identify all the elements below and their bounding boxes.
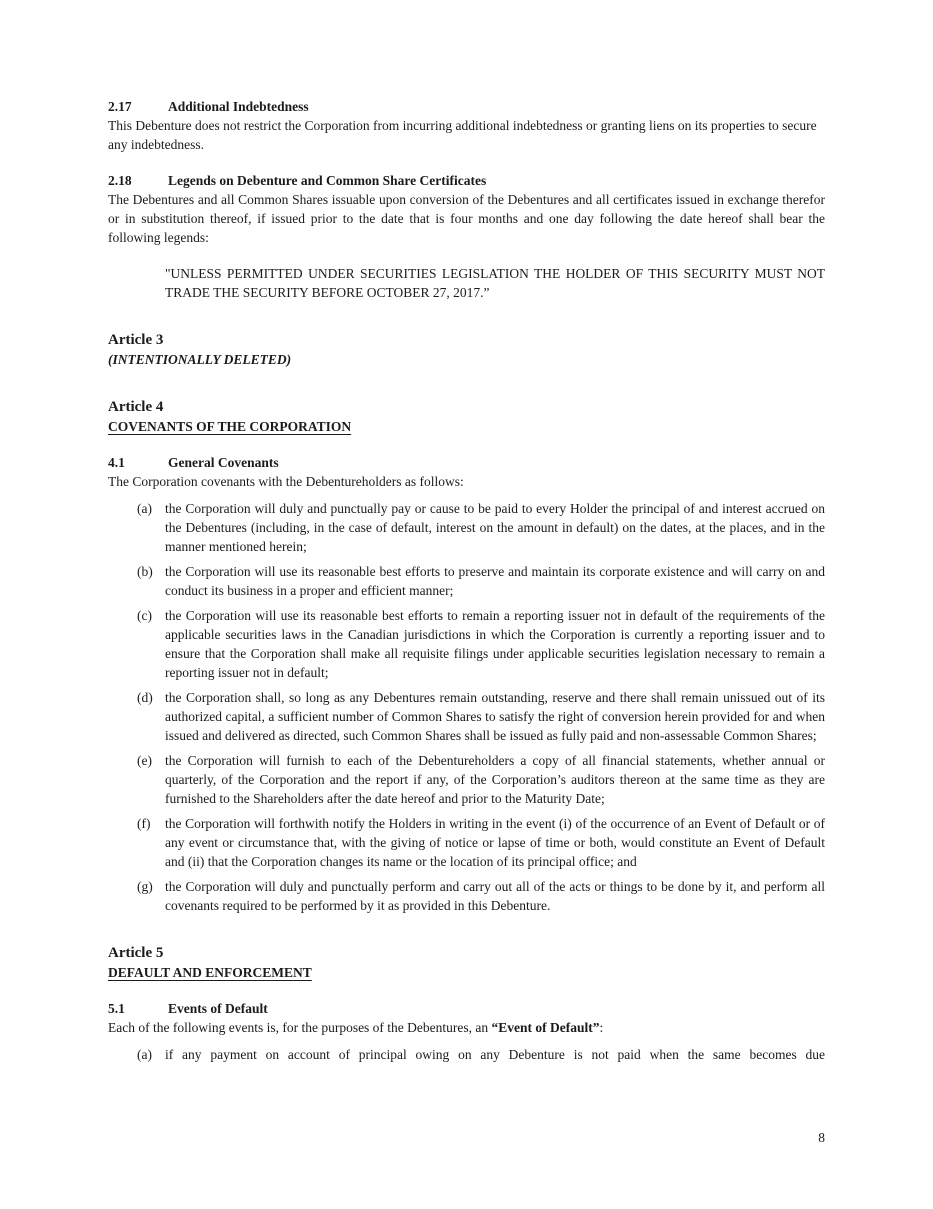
list-item bbox=[108, 814, 825, 871]
covenant-list bbox=[108, 499, 825, 915]
list-item bbox=[108, 877, 825, 915]
section-body: The Debentures and all Common Shares issuable upon conversion of the Debentures and all certificates issued in exchange therefor or in substitution thereof, if issued prior to the date that is four months and one day following the date hereof shall bear the following legends: bbox=[108, 192, 825, 245]
list-item-marker: (e) bbox=[137, 753, 152, 768]
section-2-18 bbox=[108, 171, 825, 247]
events-list bbox=[108, 1045, 825, 1064]
list-item-marker: (f) bbox=[137, 816, 151, 831]
page-number: 8 bbox=[818, 1130, 825, 1145]
list-item-marker: (a) bbox=[137, 1047, 152, 1062]
section-heading bbox=[108, 171, 825, 190]
list-item-text: the Corporation will use its reasonable best efforts to preserve and maintain its corporate existence and will carry on and conduct its business in a proper and efficient manner; bbox=[165, 564, 825, 598]
intro-prefix: Each of the following events is, for the purposes of the Debentures, an bbox=[108, 1020, 492, 1035]
list-item bbox=[108, 1045, 825, 1064]
section-heading bbox=[108, 453, 825, 472]
section-2-17 bbox=[108, 97, 825, 154]
document-content bbox=[108, 97, 825, 1064]
section-intro bbox=[108, 1018, 825, 1037]
list-item-marker: (a) bbox=[137, 501, 152, 516]
section-body: This Debenture does not restrict the Corporation from incurring additional indebtedness or granting liens on its properties to secure any indebtedness. bbox=[108, 118, 817, 152]
list-item-marker: (d) bbox=[137, 690, 153, 705]
section-title: Legends on Debenture and Common Share Certificates bbox=[168, 173, 487, 188]
list-item-text: the Corporation will duly and punctually pay or cause to be paid to every Holder the principal of and interest accrued on the Debentures (including, in the case of default, interest on the amount in default) on the dates, at the places, and in the manner mentioned herein; bbox=[165, 501, 825, 554]
article-title: Article 3 bbox=[108, 332, 164, 348]
section-title: Additional Indebtedness bbox=[168, 99, 309, 114]
list-item bbox=[108, 499, 825, 556]
legend-quote: "UNLESS PERMITTED UNDER SECURITIES LEGISLATION THE HOLDER OF THIS SECURITY MUST NOT TRADE THE SECURITY BEFORE OCTOBER 27, 2017.” bbox=[165, 266, 825, 300]
article-5 bbox=[108, 943, 825, 982]
intro-suffix: : bbox=[599, 1020, 604, 1035]
list-item-marker: (b) bbox=[137, 564, 153, 579]
section-5-1 bbox=[108, 999, 825, 1037]
article-3 bbox=[108, 330, 825, 369]
article-subtitle: DEFAULT AND ENFORCEMENT bbox=[108, 965, 312, 980]
list-item-text: if any payment on account of principal owing on any Debenture is not paid when the same becomes due bbox=[165, 1047, 825, 1062]
list-item-text: the Corporation will furnish to each of the Debentureholders a copy of all financial statements, whether annual or quarterly, of the Corporation and the report if any, of the Corporation’s auditors thereon at the same time as they are furnished to the Shareholders after the date hereof and prior to the Maturity Date; bbox=[165, 753, 825, 806]
list-item-text: the Corporation will use its reasonable best efforts to remain a reporting issuer not in default of the requirements of the applicable securities laws in the Canadian jurisdictions in which the Corporation is currently a reporting issuer and to ensure that the Corporation shall make all requisite filings under applicable securities legislation necessary to remain a reporting issuer not in default; bbox=[165, 608, 825, 680]
section-heading bbox=[108, 97, 825, 116]
article-title: Article 4 bbox=[108, 399, 164, 415]
section-heading bbox=[108, 999, 825, 1018]
article-subtitle: (INTENTIONALLY DELETED) bbox=[108, 352, 292, 367]
section-4-1 bbox=[108, 453, 825, 491]
section-number: 5.1 bbox=[108, 1001, 125, 1016]
list-item bbox=[108, 562, 825, 600]
article-subtitle: COVENANTS OF THE CORPORATION bbox=[108, 419, 352, 434]
section-number: 2.17 bbox=[108, 99, 132, 114]
list-item bbox=[108, 751, 825, 808]
list-item bbox=[108, 606, 825, 682]
section-intro: The Corporation covenants with the Debentureholders as follows: bbox=[108, 474, 464, 489]
section-number: 2.18 bbox=[108, 173, 132, 188]
list-item-text: the Corporation shall, so long as any Debentures remain outstanding, reserve and there shall remain unissued out of its authorized capital, a sufficient number of Common Shares to satisfy the right of conversion herein provided for and when issued and delivered as directed, such Common Shares shall be issued as fully paid and non-assessable Common Shares; bbox=[165, 690, 825, 743]
list-item bbox=[108, 688, 825, 745]
list-item-marker: (c) bbox=[137, 608, 152, 623]
list-item-text: the Corporation will duly and punctually perform and carry out all of the acts or things to be done by it, and perform all covenants required to be performed by it as provided in this Debenture. bbox=[165, 879, 825, 913]
defined-term: “Event of Default” bbox=[491, 1020, 600, 1035]
list-item-marker: (g) bbox=[137, 879, 153, 894]
section-title: Events of Default bbox=[168, 1001, 268, 1016]
section-title: General Covenants bbox=[168, 455, 279, 470]
article-4 bbox=[108, 397, 825, 436]
article-title: Article 5 bbox=[108, 945, 164, 961]
list-item-text: the Corporation will forthwith notify the Holders in writing in the event (i) of the occurrence of an Event of Default or of any event or circumstance that, with the giving of notice or lapse of time or both, would constitute an Event of Default and (ii) that the Corporation changes its name or the location of its principal office; and bbox=[165, 816, 825, 869]
section-number: 4.1 bbox=[108, 455, 125, 470]
